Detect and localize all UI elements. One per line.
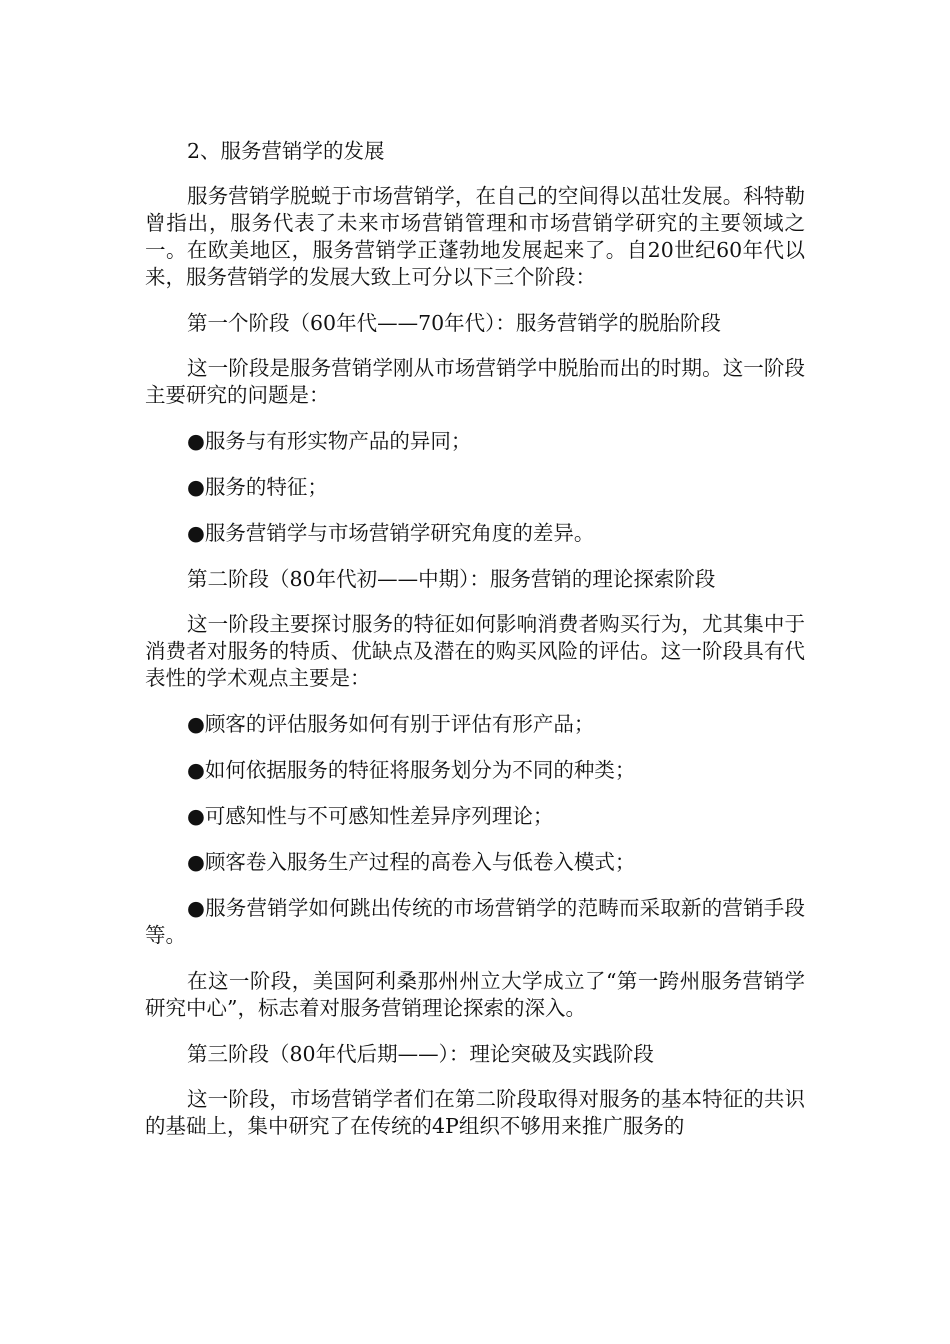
stage3-title: 第三阶段（80年代后期——）：理论突破及实践阶段 xyxy=(187,1042,654,1066)
stage1-item: ●服务营销学与市场营销学研究角度的差异。 xyxy=(187,521,595,545)
stage1-item: ●服务与有形实物产品的异同； xyxy=(187,429,472,453)
section-title: 2、服务营销学的发展 xyxy=(187,139,385,163)
stage2-description: 这一阶段主要探讨服务的特征如何影响消费者购买行为，尤其集中于消费者对服务的特质、优缺点及潜在的购买风险的评估。这一阶段具有代表性的学术观点主要是： xyxy=(145,612,805,690)
stage2-item: ●如何依据服务的特征将服务划分为不同的种类； xyxy=(187,758,636,782)
intro-paragraph: 服务营销学脱蜕于市场营销学，在自己的空间得以茁壮发展。科特勒曾指出，服务代表了未来市场营销管理和市场营销学研究的主要领域之一。在欧美地区，服务营销学正蓬勃地发展起来了。自20世纪60年代以来，服务营销学的发展大致上可分以下三个阶段： xyxy=(145,184,805,289)
stage1-description: 这一阶段是服务营销学刚从市场营销学中脱胎而出的时期。这一阶段主要研究的问题是： xyxy=(145,356,805,407)
document-page xyxy=(145,138,805,1159)
stage2-note: 在这一阶段，美国阿利桑那州州立大学成立了“第一跨州服务营销学研究中心”，标志着对服务营销理论探索的深入。 xyxy=(145,969,805,1020)
stage3-description: 这一阶段，市场营销学者们在第二阶段取得对服务的基本特征的共识的基础上，集中研究了在传统的4P组织不够用来推广服务的 xyxy=(145,1087,805,1138)
stage1-title: 第一个阶段（60年代——70年代）：服务营销学的脱胎阶段 xyxy=(187,311,721,335)
stage1-item: ●服务的特征； xyxy=(187,475,328,499)
stage2-item: ●顾客卷入服务生产过程的高卷入与低卷入模式； xyxy=(187,850,636,874)
stage2-title: 第二阶段（80年代初——中期）：服务营销的理论探索阶段 xyxy=(187,567,716,591)
stage2-item: ●顾客的评估服务如何有别于评估有形产品； xyxy=(187,712,595,736)
stage2-item: ●可感知性与不可感知性差异序列理论； xyxy=(187,804,554,828)
stage2-item: ●服务营销学如何跳出传统的市场营销学的范畴而采取新的营销手段等。 xyxy=(145,896,805,947)
